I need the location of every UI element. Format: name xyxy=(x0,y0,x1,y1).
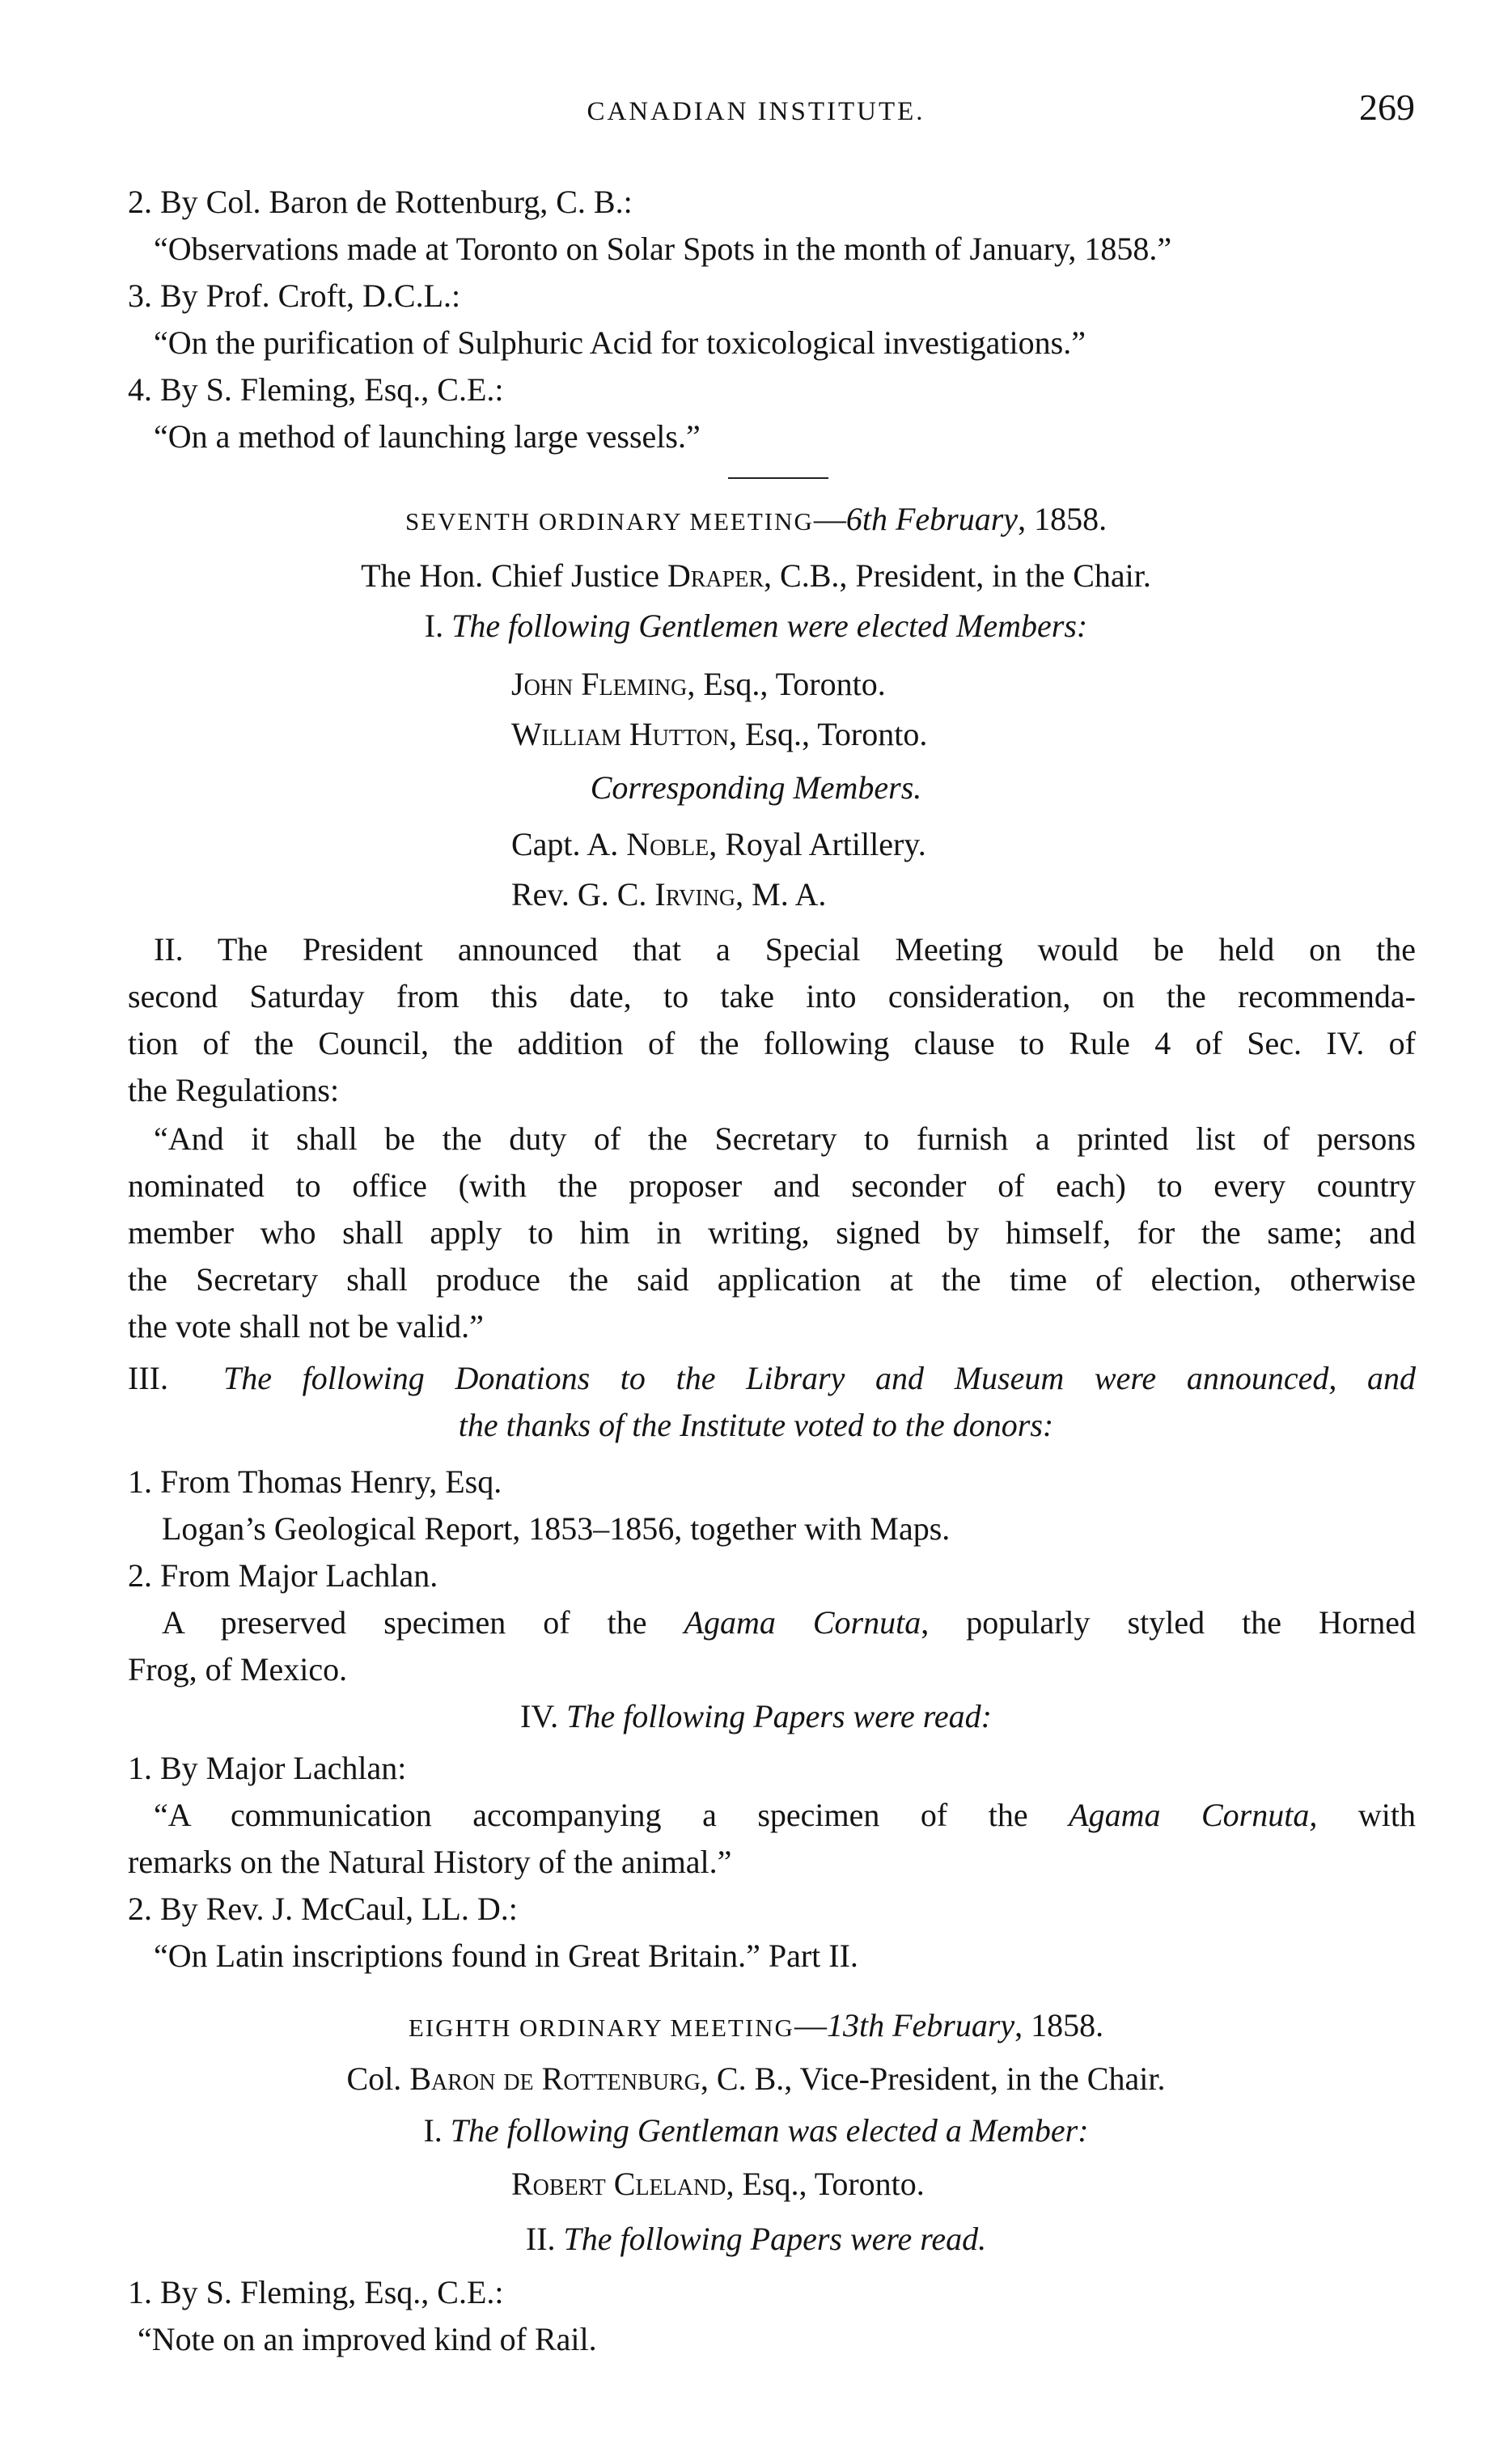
paper-author: 4. By S. Fleming, Esq., C.E.: xyxy=(128,371,504,408)
donations-num: III. xyxy=(128,1360,168,1396)
meeting-year: , 1858. xyxy=(1014,2007,1104,2043)
section-divider xyxy=(728,477,828,479)
clause-line: the vote shall not be valid.” xyxy=(128,1308,484,1345)
paper-title: “Observations made at Toronto on Solar Spots in the month of January, 1858.” xyxy=(154,231,1172,267)
paper-author: 1. By Major Lachlan: xyxy=(128,1750,407,1786)
paper-title-pre: “A communication accompanying a specimen of the xyxy=(154,1797,1069,1833)
chair-suffix: , C. B., Vice-President, in the Chair. xyxy=(700,2060,1166,2097)
paper-title-cont: remarks on the Natural History of the animal.” xyxy=(128,1844,732,1880)
paper-title: “Note on an improved kind of Rail. xyxy=(138,2321,597,2357)
elected-title: The following Gentleman was elected a Member: xyxy=(450,2112,1089,2149)
corresponding-heading: Corresponding Members. xyxy=(590,769,922,806)
donation-from: 1. From Thomas Henry, Esq. xyxy=(128,1463,502,1500)
donation-item xyxy=(162,1603,1416,1642)
elected-heading xyxy=(0,607,1512,646)
donations-heading: The following Donations to the Library and Museum were announced, and xyxy=(223,1360,1416,1396)
corresponding-pre: Rev. G. C. xyxy=(511,876,655,913)
meeting-date: 13th February xyxy=(826,2007,1015,2043)
paper-author: 2. By Col. Baron de Rottenburg, C. B.: xyxy=(128,184,633,220)
chair-prefix: Col. xyxy=(346,2060,410,2097)
meeting-heading xyxy=(0,2006,1512,2048)
corresponding-entry xyxy=(511,825,926,864)
paper-title xyxy=(154,1796,1416,1835)
elected-title: The following Gentlemen were elected Members: xyxy=(451,608,1088,644)
meeting-heading-caps: EIGHTH ORDINARY MEETING xyxy=(408,2014,794,2042)
member-name: John Fleming xyxy=(511,666,688,702)
meeting-date: 6th February xyxy=(845,501,1019,537)
meeting-heading-sep: — xyxy=(794,2007,827,2043)
donation-item-post: , popularly styled the Horned xyxy=(921,1604,1416,1641)
paper-title: “On the purification of Sulphuric Acid for toxicological investigations.” xyxy=(154,324,1086,361)
papers-heading xyxy=(0,2220,1512,2259)
chair-name: Draper xyxy=(667,557,764,594)
meeting-year: , 1858. xyxy=(1018,501,1108,537)
corresponding-pre: Capt. A. xyxy=(511,826,627,862)
donations-heading-cont: the thanks of the Institute voted to the donors: xyxy=(458,1407,1054,1443)
paper-author: 3. By Prof. Croft, D.C.L.: xyxy=(128,277,461,314)
meeting-heading-sep: — xyxy=(813,501,846,537)
corresponding-name: Irving xyxy=(654,876,736,913)
announcement-line: tion of the Council, the addition of the following clause to Rule 4 of Sec. IV. of xyxy=(128,1025,1416,1061)
meeting-heading xyxy=(0,500,1512,541)
corresponding-entry xyxy=(511,875,826,914)
member-entry xyxy=(511,2165,925,2204)
announcement-line: the Regulations: xyxy=(128,1072,340,1108)
donation-from: 2. From Major Lachlan. xyxy=(128,1557,438,1594)
paper-author: 2. By Rev. J. McCaul, LL. D.: xyxy=(128,1891,518,1927)
paper-title: “On a method of launching large vessels.” xyxy=(154,418,701,455)
corresponding-name: Noble xyxy=(626,826,709,862)
elected-num: I. xyxy=(424,608,452,644)
member-rest: , Esq., Toronto. xyxy=(687,666,886,702)
species-name: Agama Cornuta xyxy=(684,1604,921,1641)
announcement-line: II. The President announced that a Special Meeting would be held on the xyxy=(154,931,1416,968)
chair-name: Baron de Rottenburg xyxy=(409,2060,701,2097)
donation-item: Logan’s Geological Report, 1853–1856, together with Maps. xyxy=(162,1510,951,1547)
corresponding-rest: , Royal Artillery. xyxy=(709,826,926,862)
elected-heading xyxy=(0,2111,1512,2150)
running-title: CANADIAN INSTITUTE. xyxy=(587,97,925,126)
clause-line: nominated to office (with the proposer and seconder of each) to every country xyxy=(128,1167,1416,1204)
chair-prefix: The Hon. Chief Justice xyxy=(361,557,667,594)
papers-heading xyxy=(0,1697,1512,1736)
donation-item-cont: Frog, of Mexico. xyxy=(128,1651,348,1688)
donation-item-pre: A preserved specimen of the xyxy=(162,1604,684,1641)
announcement-line: second Saturday from this date, to take into consideration, on the recommenda- xyxy=(128,978,1416,1014)
meeting-heading-caps: SEVENTH ORDINARY MEETING xyxy=(404,507,814,536)
paper-title: “On Latin inscriptions found in Great Britain.” Part II. xyxy=(154,1937,858,1974)
member-name: Robert Cleland xyxy=(511,2166,726,2202)
member-entry xyxy=(511,665,886,704)
paper-author: 1. By S. Fleming, Esq., C.E.: xyxy=(128,2274,504,2310)
chair-line xyxy=(0,2060,1512,2098)
elected-num: I. xyxy=(423,2112,451,2149)
member-rest: , Esq., Toronto. xyxy=(728,716,928,752)
papers-title: The following Papers were read: xyxy=(566,1698,992,1734)
chair-suffix: , C.B., President, in the Chair. xyxy=(764,557,1151,594)
page-number: 269 xyxy=(1359,87,1415,128)
corresponding-rest: , M. A. xyxy=(735,876,827,913)
member-rest: , Esq., Toronto. xyxy=(726,2166,925,2202)
clause-line: member who shall apply to him in writing, signed by himself, for the same; and xyxy=(128,1214,1416,1251)
member-name: William Hutton xyxy=(511,716,729,752)
papers-num: IV. xyxy=(520,1698,567,1734)
papers-num: II. xyxy=(525,2221,564,2257)
species-name: Agama Cornuta, xyxy=(1069,1797,1318,1833)
paper-title-post: with xyxy=(1317,1797,1416,1833)
papers-title: The following Papers were read. xyxy=(563,2221,987,2257)
clause-line: the Secretary shall produce the said application at the time of election, otherwise xyxy=(128,1261,1416,1298)
chair-line xyxy=(0,557,1512,595)
member-entry xyxy=(511,715,927,754)
clause-line: “And it shall be the duty of the Secretary to furnish a printed list of persons xyxy=(154,1120,1416,1157)
